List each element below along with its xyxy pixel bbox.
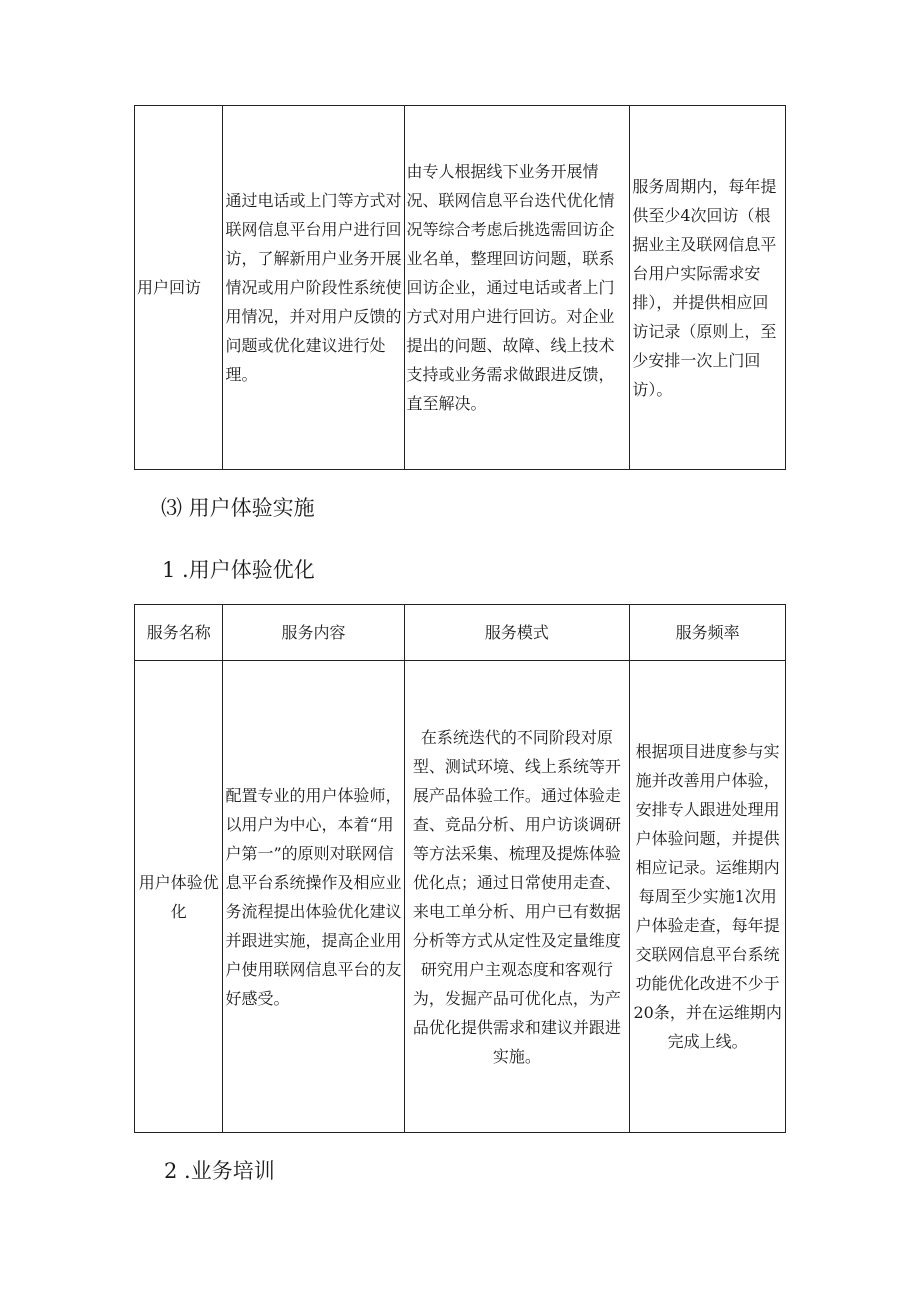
column-header-service-content: 服务内容 [223, 605, 404, 661]
service-mode-cell: 由专人根据线下业务开展情况、联网信息平台迭代优化情况等综合考虑后挑选需回访企业名单，整理回访问题，联系回访企业，通过电话或者上门方式对用户进行回访。对企业提出的问题、故障、线上技术支持或业务需求做跟进反馈，直至解决。 [404, 106, 630, 470]
table-header-row [135, 605, 786, 661]
subsection-heading-ux-optimization: 1 .用户体验优化 [162, 558, 315, 582]
user-revisit-table [134, 105, 786, 470]
column-header-service-mode: 服务模式 [404, 605, 630, 661]
service-name-cell: 用户回访 [135, 106, 223, 470]
column-header-service-name: 服务名称 [135, 605, 223, 661]
section-heading: ⑶ 用户体验实施 [161, 496, 315, 520]
service-frequency-cell: 根据项目进度参与实施并改善用户体验，安排专人跟进处理用户体验问题，并提供相应记录。运维期内每周至少实施1次用户体验走查，每年提交联网信息平台系统功能优化改进不少于20条，并在运维期内完成上线。 [630, 661, 786, 1133]
service-content-cell: 通过电话或上门等方式对联网信息平台用户进行回访，了解新用户业务开展情况或用户阶段性系统使用情况，并对用户反馈的问题或优化建议进行处理。 [223, 106, 404, 470]
service-mode-cell: 在系统迭代的不同阶段对原型、测试环境、线上系统等开展产品体验工作。通过体验走查、竞品分析、用户访谈调研等方法采集、梳理及提炼体验优化点；通过日常使用走查、来电工单分析、用户已有数据分析等方式从定性及定量维度研究用户主观态度和客观行为，发掘产品可优化点，为产品优化提供需求和建议并跟进实施。 [404, 661, 630, 1133]
column-header-service-frequency: 服务频率 [630, 605, 786, 661]
service-frequency-cell: 服务周期内，每年提供至少4次回访（根据业主及联网信息平台用户实际需求安排），并提供相应回访记录（原则上，至少安排一次上门回访）。 [630, 106, 786, 470]
service-name-cell: 用户体验优化 [135, 661, 223, 1133]
subsection-heading-business-training: 2 .业务培训 [164, 1159, 275, 1183]
service-content-cell: 配置专业的用户体验师，以用户为中心，本着“用户第一”的原则对联网信息平台系统操作及相应业务流程提出体验优化建议并跟进实施，提高企业用户使用联网信息平台的友好感受。 [223, 661, 404, 1133]
table-row [135, 106, 786, 470]
ux-optimization-table [134, 604, 786, 1133]
table-row [135, 661, 786, 1133]
